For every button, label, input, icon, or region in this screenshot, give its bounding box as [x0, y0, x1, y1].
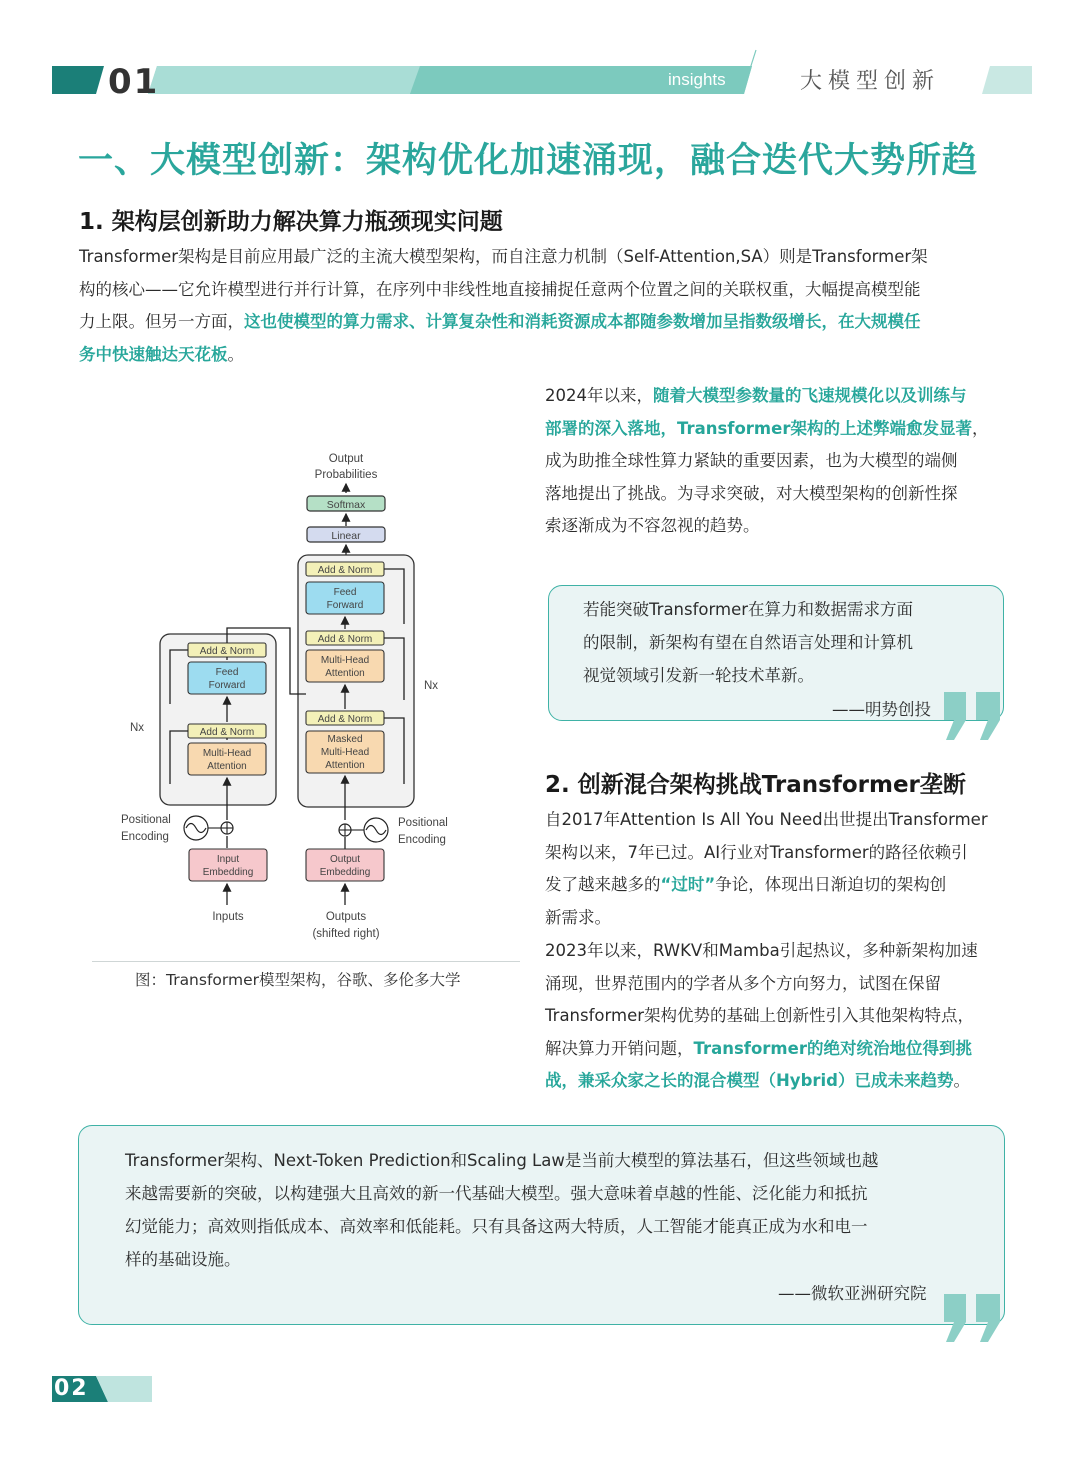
svg-text:Attention: Attention	[325, 668, 365, 679]
inputs-label: Inputs	[212, 911, 244, 923]
quote-mark-icon	[940, 1292, 1006, 1344]
svg-text:Linear: Linear	[331, 530, 361, 542]
caption-divider	[92, 961, 520, 962]
chapter-number: 01	[108, 62, 160, 102]
svg-text:Positional: Positional	[121, 814, 171, 826]
svg-text:Output: Output	[329, 854, 361, 865]
svg-text:Attention: Attention	[207, 761, 247, 772]
svg-text:Multi-Head: Multi-Head	[202, 748, 252, 759]
svg-text:Softmax: Softmax	[326, 499, 366, 511]
section2-paragraph2: 2023年以来，RWKV和Mamba引起热议，多种新架构加速 涌现，世界范围内的学者从多个方向努力，试图在保留 Transformer架构优势的基础上创新性引入其他架构特点， 解决算力开销问题，Transformer的绝对统治地位得到挑 战，兼采众家之长的混合模型（Hybrid）已成未来趋势。	[545, 941, 978, 1091]
outputs-label: Outputs	[325, 911, 367, 923]
svg-text:(shifted right): (shifted right)	[312, 928, 380, 940]
section1-title: 1. 架构层创新助力解决算力瓶颈现实问题	[79, 209, 503, 235]
svg-text:Multi-Head: Multi-Head	[320, 655, 370, 666]
svg-text:Add & Norm: Add & Norm	[317, 714, 373, 725]
svg-text:Add & Norm: Add & Norm	[317, 634, 373, 645]
svg-text:Probabilities: Probabilities	[314, 469, 378, 481]
insights-label: insights	[668, 70, 726, 89]
svg-text:Attention: Attention	[325, 760, 365, 771]
svg-text:Forward: Forward	[208, 680, 246, 691]
section2-title: 2. 创新混合架构挑战Transformer垄断	[545, 772, 966, 798]
svg-text:Multi-Head: Multi-Head	[320, 747, 370, 758]
transformer-diagram	[110, 445, 470, 950]
page-title: 一、大模型创新：架构优化加速涌现，融合迭代大势所趋	[78, 140, 979, 181]
figure-caption: 图：Transformer模型架构，谷歌、多伦多大学	[135, 971, 461, 989]
svg-text:Encoding: Encoding	[398, 834, 446, 846]
svg-text:Forward: Forward	[326, 600, 364, 611]
section2-paragraph1: 自2017年Attention Is All You Need出世提出Transformer 架构以来，7年已过。AI行业对Transformer的路径依赖引 发了越来越多的“过时”争论，体现出日渐迫切的架构创 新需求。	[545, 810, 988, 927]
svg-text:Feed: Feed	[333, 587, 357, 598]
svg-text:Add & Norm: Add & Norm	[199, 646, 255, 657]
output-prob-label: Output	[328, 453, 364, 465]
section1-paragraph2: 2024年以来，随着大模型参数量的飞速规模化以及训练与 部署的深入落地，Transformer架构的上述弊端愈发显著， 成为助推全球性算力紧缺的重要因素，也为大模型的端侧 落地提出了挑战。为寻求突破，对大模型架构的创新性探 索逐渐成为不容忽视的趋势。	[545, 386, 989, 536]
quote-mark-icon	[940, 690, 1006, 742]
quote2-source: ——微软亚洲研究院	[778, 1284, 927, 1303]
svg-text:Masked: Masked	[327, 734, 363, 745]
quote1-source: ——明势创投	[832, 700, 931, 719]
quote1-text: 若能突破Transformer在算力和数据需求方面 的限制，新架构有望在自然语言处理和计算机 视觉领域引发新一轮技术革新。	[583, 600, 914, 685]
svg-text:Add & Norm: Add & Norm	[317, 565, 373, 576]
svg-text:Positional: Positional	[398, 817, 448, 829]
encoder-stack	[160, 634, 276, 805]
section1-paragraph1: Transformer架构是目前应用最广泛的主流大模型架构，而自注意力机制（Self-Attention,SA）则是Transformer架 构的核心——它允许模型进行并行计算，在序列中非线性地直接捕捉任意两个位置之间的关联权重，大幅提高模型能 力上限。但另一方面，这也使模型的算力需求、计算复杂性和消耗资源成本都随参数增加呈指数级增长，在大规模任 务中快速触达天花板。	[79, 247, 928, 364]
svg-text:Add & Norm: Add & Norm	[199, 727, 255, 738]
svg-text:Embedding: Embedding	[319, 867, 371, 878]
page-number: 02	[54, 1376, 89, 1401]
quote2-text: Transformer架构、Next-Token Prediction和Scaling Law是当前大模型的算法基石，但这些领域也越 来越需要新的突破，以构建强大且高效的新一代基础大模型。强大意味着卓越的性能、泛化能力和抵抗 幻觉能力；高效则指低成本、高效率和低能耗。只有具备这两大特质，人工智能才能真正成为水和电一 样的基础设施。	[125, 1151, 879, 1269]
svg-text:Encoding: Encoding	[121, 831, 169, 843]
svg-text:Input: Input	[216, 854, 240, 865]
section-label: 大模型创新	[800, 69, 941, 94]
svg-text:Feed: Feed	[215, 667, 239, 678]
svg-text:Embedding: Embedding	[202, 867, 254, 878]
encoder-nx: Nx	[130, 722, 145, 734]
decoder-nx: Nx	[424, 680, 439, 692]
